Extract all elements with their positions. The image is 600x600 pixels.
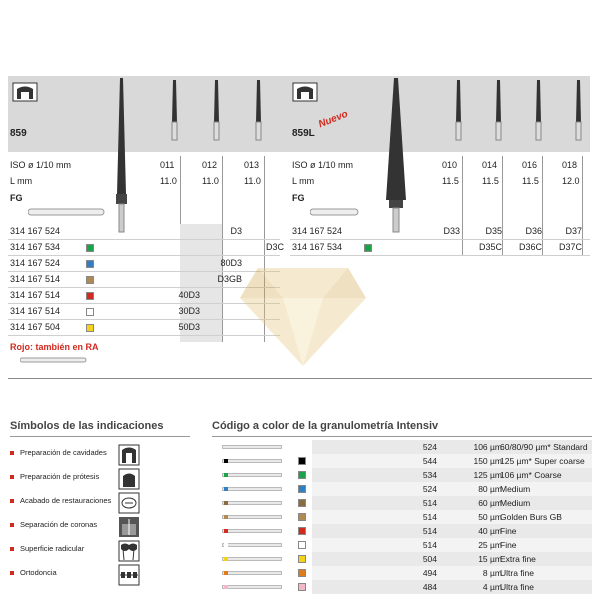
bur-shank-icon [222, 501, 282, 505]
left-row-cell: D3 [230, 226, 242, 236]
left-l-label: L mm [10, 176, 33, 186]
grit-um: 80 µm [478, 484, 502, 494]
bullet-icon [10, 547, 14, 551]
grit-desc: Golden Burs GB [500, 512, 562, 522]
grit-num: 484 [422, 582, 437, 592]
grit-desc: 125 µm* Super coarse [500, 456, 585, 466]
grit-ring-mark [224, 585, 228, 589]
col-divider [582, 156, 583, 256]
bur-shank-icon [222, 487, 282, 491]
ra-shank-icon [20, 355, 90, 365]
right-fg-label: FG [292, 193, 305, 203]
right-l-3: 11.5 [522, 176, 539, 186]
grit-color-swatch [298, 485, 306, 493]
grit-desc: Ultra fine [500, 568, 535, 578]
bullet-icon [10, 499, 14, 503]
left-row-cell [160, 272, 200, 287]
right-row-code: 314 167 534 [292, 242, 343, 252]
right-l-1: 11.5 [442, 176, 459, 186]
indications-title-rule [10, 436, 190, 437]
left-row-color-swatch [86, 308, 94, 316]
grit-color-swatch [298, 583, 306, 591]
bur-shank-icon [222, 515, 282, 519]
left-row-code: 314 167 504 [10, 322, 61, 332]
right-iso-4: 018 [562, 160, 578, 170]
prosthesis-icon [118, 468, 140, 490]
left-iso-1: 011 [160, 160, 175, 170]
grit-ring-mark [224, 571, 228, 575]
right-bur-illustrations [380, 74, 590, 234]
grit-desc: 60/80/90 µm* Standard [500, 442, 588, 452]
grit-desc: Medium [500, 484, 531, 494]
cavity-icon [118, 444, 140, 466]
grit-num: 524 [422, 484, 437, 494]
grit-row [212, 454, 592, 468]
bur-shank-icon [222, 529, 282, 533]
grit-ring-mark [224, 529, 228, 533]
grit-num: 504 [422, 554, 437, 564]
grit-ring-mark [224, 487, 228, 491]
grit-ring-mark [224, 473, 228, 477]
bur-shank-icon [222, 543, 282, 547]
grit-um: 15 µm [478, 554, 502, 564]
prosthesis-icon [292, 82, 318, 102]
crown-separation-icon [118, 516, 140, 538]
right-row-cell: D36 [525, 226, 542, 236]
grit-desc: Medium [500, 498, 531, 508]
indication-label: Ortodoncia [20, 568, 57, 577]
diamond-watermark-logo [238, 258, 368, 368]
grit-um: 4 µm [482, 582, 502, 592]
left-row-code: 314 167 524 [10, 258, 61, 268]
left-fg-label: FG [10, 193, 23, 203]
grit-color-swatch [298, 513, 306, 521]
right-row-color-swatch [364, 244, 372, 252]
grit-row [212, 496, 592, 510]
right-row-cell: D33 [443, 226, 460, 236]
bur-shank-icon [222, 473, 282, 477]
left-row-cell: D3C [265, 242, 284, 252]
prosthesis-icon [12, 82, 38, 102]
indication-item [10, 568, 190, 582]
indication-label: Superficie radicular [20, 544, 85, 553]
right-model-number: 859L [292, 128, 315, 139]
grit-row [212, 440, 592, 454]
indication-item [10, 544, 190, 558]
bur-shank-icon [222, 459, 282, 463]
grit-color-swatch [298, 569, 306, 577]
right-iso-2: 014 [482, 160, 498, 170]
right-l-label: L mm [292, 176, 315, 186]
grit-um: 8 µm [482, 568, 502, 578]
grit-num: 524 [422, 442, 437, 452]
grit-row [212, 510, 592, 524]
grit-desc: Extra fine [500, 554, 536, 564]
left-row-code: 314 167 514 [10, 306, 61, 316]
grit-row [212, 482, 592, 496]
left-row-color-swatch [86, 276, 94, 284]
bullet-icon [10, 475, 14, 479]
right-iso-label: ISO ø 1/10 mm [292, 160, 354, 170]
left-row-cell [202, 320, 242, 335]
bullet-icon [10, 571, 14, 575]
bur-shank-icon [222, 557, 282, 561]
grit-color-swatch [298, 555, 306, 563]
left-row-code: 314 167 514 [10, 290, 61, 300]
left-row-cell: D3GB [217, 274, 242, 284]
grit-desc: Fine [500, 526, 517, 536]
indication-item [10, 520, 190, 534]
fg-shank-icon [310, 206, 360, 218]
right-row-cell: D37C [558, 242, 582, 252]
grit-color-swatch [298, 457, 306, 465]
right-iso-3: 016 [522, 160, 538, 170]
left-iso-label: ISO ø 1/10 mm [10, 160, 72, 170]
left-row-cell [202, 288, 242, 303]
right-row-code: 314 167 524 [292, 226, 343, 236]
left-row-cell [244, 224, 284, 239]
left-note: Rojo: también en RA [10, 342, 99, 352]
orthodontics-icon [118, 564, 140, 586]
grit-row [212, 524, 592, 538]
left-iso-2: 012 [202, 160, 218, 170]
fg-shank-icon [28, 206, 106, 218]
grit-color-swatch [298, 527, 306, 535]
row-separator [290, 255, 590, 256]
grit-um: 25 µm [478, 540, 502, 550]
grit-num: 534 [422, 470, 437, 480]
grit-ring-mark [224, 543, 228, 547]
indication-item [10, 472, 190, 486]
grit-num: 514 [422, 498, 437, 508]
grit-desc: 106 µm* Coarse [500, 470, 562, 480]
left-row-cell: 30D3 [178, 306, 200, 316]
grit-row [212, 538, 592, 552]
right-iso-1: 010 [442, 160, 458, 170]
indication-label: Preparación de cavidades [20, 448, 107, 457]
indications-title: Símbolos de las indicaciones [10, 420, 164, 432]
grit-um: 40 µm [478, 526, 502, 536]
indication-label: Acabado de restauraciones [20, 496, 112, 505]
grit-um: 106 µm [473, 442, 502, 452]
grit-num: 514 [422, 512, 437, 522]
left-model-number: 859 [10, 128, 27, 139]
grit-num: 514 [422, 540, 437, 550]
new-badge: Nuevo [317, 108, 350, 131]
left-row-cell [202, 240, 242, 255]
right-row-cell: D35C [478, 242, 502, 252]
grit-num: 514 [422, 526, 437, 536]
left-row-cell [160, 256, 200, 271]
grit-row [212, 468, 592, 482]
left-l-2: 11.0 [202, 176, 219, 186]
restoration-finishing-icon [118, 492, 140, 514]
left-l-3: 11.0 [244, 176, 261, 186]
grit-row [212, 580, 592, 594]
right-row-cell: D35 [485, 226, 502, 236]
left-bur-illustrations [100, 74, 280, 234]
bullet-icon [10, 451, 14, 455]
left-row-code: 314 167 534 [10, 242, 61, 252]
bullet-icon [10, 523, 14, 527]
left-row-color-swatch [86, 292, 94, 300]
grit-um: 125 µm [473, 470, 502, 480]
grit-num: 494 [422, 568, 437, 578]
bur-shank-icon [222, 571, 282, 575]
grit-code-title-rule [212, 436, 592, 437]
left-row-cell [160, 240, 200, 255]
bur-shank-icon [222, 445, 282, 449]
left-iso-3: 013 [244, 160, 260, 170]
grit-desc: Fine [500, 540, 517, 550]
indication-label: Preparación de prótesis [20, 472, 100, 481]
left-row-color-swatch [86, 324, 94, 332]
right-l-2: 11.5 [482, 176, 499, 186]
indication-label: Separación de coronas [20, 520, 98, 529]
grit-color-swatch [298, 541, 306, 549]
grit-color-swatch [298, 471, 306, 479]
grit-um: 60 µm [478, 498, 502, 508]
left-row-color-swatch [86, 244, 94, 252]
root-surface-icon [118, 540, 140, 562]
left-row-code: 314 167 524 [10, 226, 61, 236]
grit-code-title: Código a color de la granulometría Intensiv [212, 420, 439, 432]
grit-num: 544 [422, 456, 437, 466]
left-row-code: 314 167 514 [10, 274, 61, 284]
right-row-cell [420, 240, 460, 255]
grit-ring-mark [224, 515, 228, 519]
left-row-cell: 50D3 [178, 322, 200, 332]
right-row-cell: D37 [565, 226, 582, 236]
left-row-cell: 80D3 [220, 258, 242, 268]
grit-row [212, 552, 592, 566]
left-row-cell [160, 224, 200, 239]
section-divider [8, 378, 592, 379]
grit-ring-mark [224, 557, 228, 561]
left-l-1: 11.0 [160, 176, 177, 186]
grit-ring-mark [224, 501, 228, 505]
grit-um: 150 µm [473, 456, 502, 466]
grit-row [212, 566, 592, 580]
grit-desc: Ultra fine [500, 582, 535, 592]
bur-shank-icon [222, 585, 282, 589]
right-l-4: 12.0 [562, 176, 580, 186]
left-row-color-swatch [86, 260, 94, 268]
left-row-cell [202, 304, 242, 319]
left-row-cell: 40D3 [178, 290, 200, 300]
indication-item [10, 448, 190, 462]
indication-item [10, 496, 190, 510]
grit-ring-mark [224, 459, 228, 463]
grit-color-swatch [298, 499, 306, 507]
right-row-cell: D36C [518, 242, 542, 252]
grit-um: 50 µm [478, 512, 502, 522]
